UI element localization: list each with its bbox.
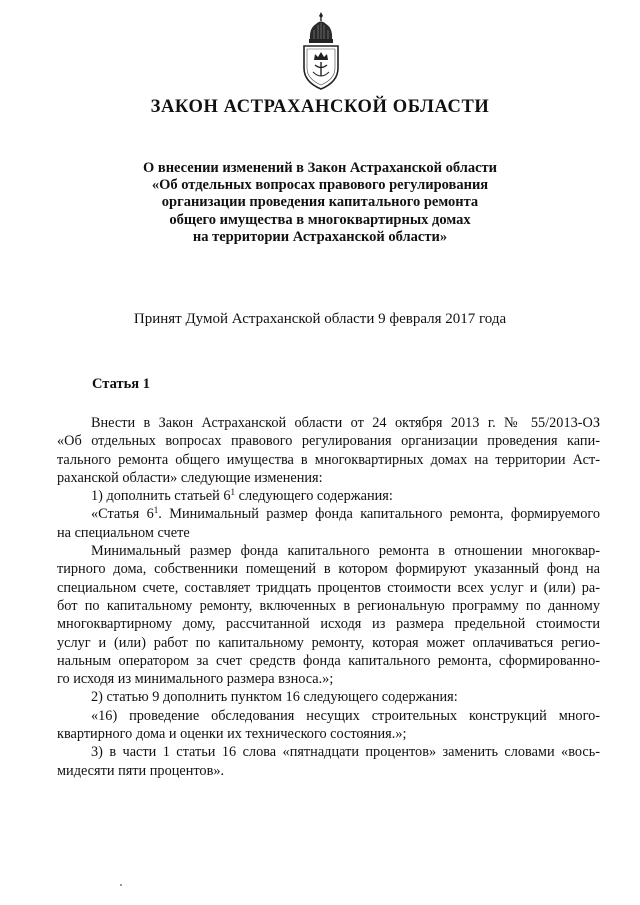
superscript: 1 [230, 487, 236, 498]
item-2: 2) статью 9 дополнить пунктом 16 следующего содержания: [91, 689, 458, 706]
new-article-title-start: «Статья 6 [91, 506, 154, 523]
scan-speck [120, 884, 122, 886]
paragraph-line: го исходя из минимального размера взноса.»; [57, 671, 334, 688]
subtitle-line: «Об отдельных вопросах правового регулирования [151, 177, 489, 194]
item-3: мидесяти пяти процентов». [57, 762, 225, 779]
item-1 [57, 487, 600, 505]
paragraph-line: специальном счете, составляет тридцать процентов стоимости всех услуг и (или) ра- [57, 579, 600, 596]
intro-line: «Об отдельных вопросах правового регулирования организации проведения капи- [57, 433, 600, 450]
intro-line: Внести в Закон Астраханской области от 24 октября 2013 г. № 55/2013-ОЗ [91, 415, 600, 431]
paragraph-line: Минимальный размер фонда капитального ремонта в отношении многоквар- [91, 543, 600, 560]
superscript: 1 [153, 505, 159, 516]
subtitle-line: организации проведения капитального ремонта [161, 194, 479, 211]
paragraph-line: многоквартирному дому, рассчитанной исходя из размера предельной стоимости [57, 616, 600, 633]
item-2-quote: квартирного дома и оценки их технического состояния.»; [57, 726, 407, 743]
item-1-text-end: следующего содержания: [235, 488, 393, 505]
subtitle-line: О внесении изменений в Закон Астраханской области [142, 160, 498, 176]
article-body [57, 414, 600, 780]
new-article-title [57, 505, 600, 523]
new-article-title-end: . Минимальный размер фонда капитального ремонта, формируемого [158, 506, 600, 523]
new-article-title-line: на специальном счете [57, 524, 190, 541]
article-heading: Статья 1 [92, 376, 150, 392]
subtitle-line: на территории Астраханской области» [192, 228, 448, 245]
adoption-statement: Принят Думой Астраханской области 9 февраля 2017 года [133, 311, 507, 327]
law-title: ЗАКОН АСТРАХАНСКОЙ ОБЛАСТИ [150, 97, 490, 117]
intro-line: тального ремонта общего имущества в многоквартирных домах на территории Аст- [57, 451, 600, 468]
paragraph-line: бот по капитальному ремонту, включенных в региональную программу по данному [57, 597, 600, 614]
intro-line: раханской области» следующие изменения: [57, 469, 323, 486]
paragraph-line: услуг и (или) работ по капитальному ремонту, которая может оплачиваться регио- [57, 634, 600, 651]
subtitle-line: общего имущества в многоквартирных домах [169, 211, 471, 228]
paragraph-line: тирного дома, собственники помещений в котором формируют указанный фонд на [57, 561, 600, 578]
paragraph-line: нальным оператором за счет средств фонда капитального ремонта, сформированно- [57, 652, 600, 669]
item-3: 3) в части 1 статьи 16 слова «пятнадцати процентов» заменить словами «вось- [91, 744, 600, 761]
item-2-quote: «16) проведение обследования несущих строительных конструкций много- [91, 707, 600, 724]
item-1-text: 1) дополнить статьей 6 [91, 488, 231, 505]
coat-of-arms-icon [296, 10, 346, 92]
law-subtitle [80, 160, 560, 246]
